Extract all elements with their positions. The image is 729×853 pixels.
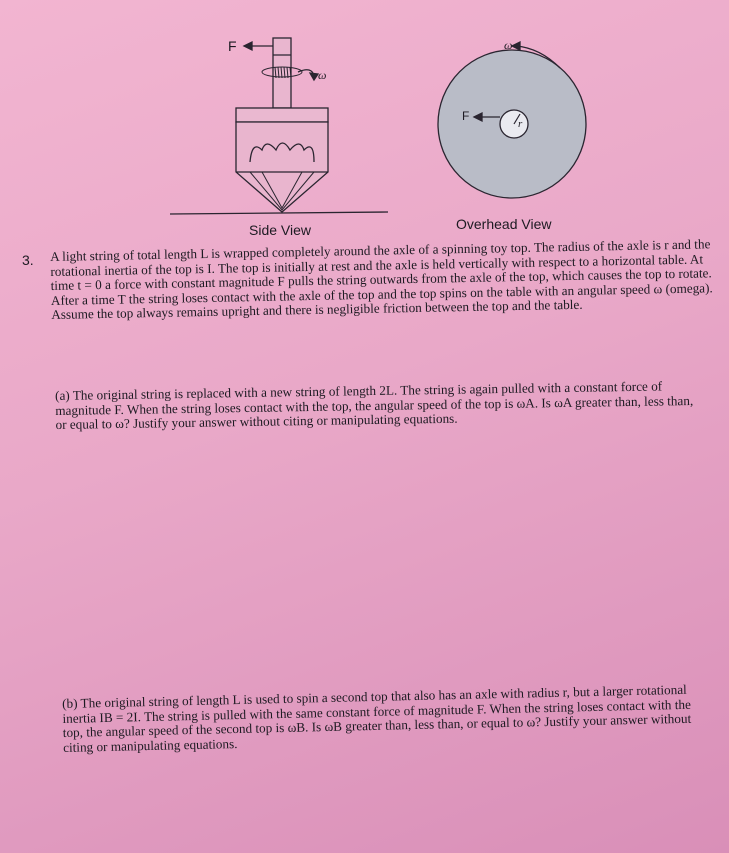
figure-area (0, 0, 729, 245)
question-number: 3. (22, 252, 34, 268)
force-label-overhead: F (462, 109, 470, 123)
radius-label: r (518, 118, 523, 130)
part-a-text: (a) The original string is replaced with a new string of length 2L. The string is again pulled with a constant force of magnitude F. When the string loses contact with the top, the angular speed of the top is ωA. Is ωA greater than, less than, or equal to ω? Justify your answer without citing or manipulating equations. (54, 378, 694, 433)
overhead-view-diagram (438, 42, 586, 198)
omega-label-side: ω (318, 68, 327, 82)
side-view-diagram (170, 38, 388, 214)
part-b-text: (b) The original string of length L is used to spin a second top that also has an axle with radius r, but a larger rotational inertia IB = 2I. The string is pulled with the same constant force of magnitude F. When the string loses contact with the top, the angular speed of the second top is ωB. Is ωB greater than, less than, or equal to ω? Justify your answer without citing or manipulating equations. (61, 681, 692, 755)
part-a (55, 379, 706, 433)
overhead-view-caption: Overhead View (456, 216, 552, 232)
question-intro-text: A light string of total length L is wrapped completely around the axle of a spinning toy top. The radius of the axle is r and the rotational inertia of the top is I. The top is initially at rest and the axle is held vertically with respect to a horizontal table. At time t = 0 a force with constant magnitude F pulls the string outwards from the axle of the top, which causes the top to rotate. After a time T the string loses contact with the axle of the top and the top spins on the table with an angular speed ω (omega). Assume the top always remains upright and there is negligible friction between the top and the table. (49, 236, 713, 323)
force-label-side: F (228, 38, 237, 54)
question-intro (50, 237, 716, 323)
part-b (62, 683, 701, 756)
omega-label-overhead: ω (504, 38, 513, 52)
side-view-caption: Side View (249, 222, 312, 238)
table-line (170, 212, 388, 214)
